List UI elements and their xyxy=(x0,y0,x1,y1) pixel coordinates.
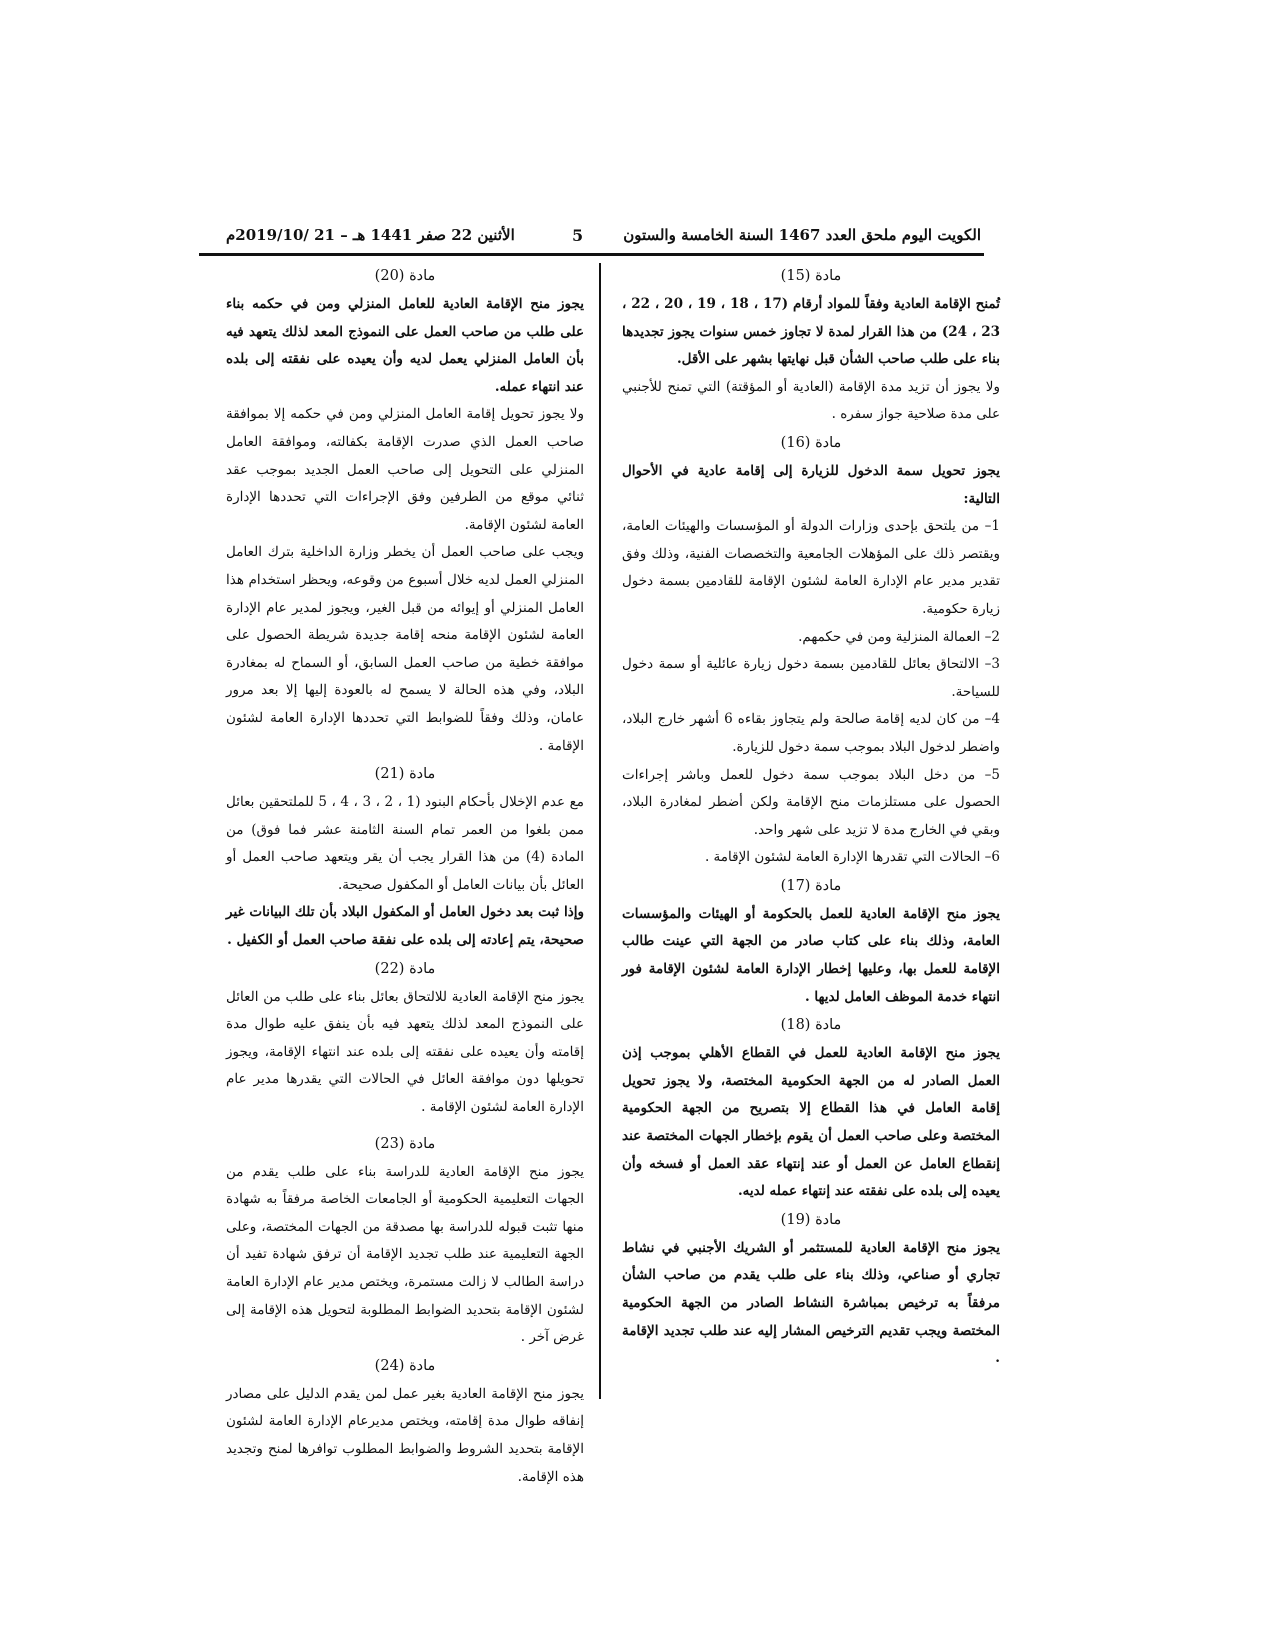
article-16-item-2: 2– العمالة المنزلية ومن في حكمهم. xyxy=(798,628,1000,645)
article-20-paragraph-1: يجوز منح الإقامة العادية للعامل المنزلي ومن في حكمه بناء على طلب من صاحب العمل على النموذج المعد لذلك يتعهد فيه بأن العامل المنزلي يعمل لديه وأن يعيده على نفقته إلى بلده عند انتهاء عمله. xyxy=(226,296,584,395)
header-rule xyxy=(199,253,984,256)
page-header xyxy=(226,226,981,246)
article-18-paragraph-1: يجوز منح الإقامة العادية للعمل في القطاع الأهلي بموجب إذن العمل الصادر له من الجهة الحكومية المختصة، ولا يجوز تحويل إقامة العامل في هذا القطاع إلا بتصريح من الجهة الحكومية المختصة وعلى صاحب العمل أن يقوم بإخطار الجهات المختصة عند إنقطاع العامل عن العمل أو عند إنتهاء عقد العمل أو فسخه وأن يعيده إلى بلده على نفقته عند إنتهاء عمله لديه. xyxy=(622,1045,1000,1200)
article-16-item-6: 6– الحالات التي تقدرها الإدارة العامة لشئون الإقامة . xyxy=(704,849,1000,866)
publication-title: الكويت اليوم ملحق العدد 1467 السنة الخامسة والستون xyxy=(623,226,981,244)
article-21-paragraph-2: وإذا ثبت بعد دخول العامل أو المكفول البلاد بأن تلك البيانات غير صحيحة، يتم إعادته إلى بلده على نفقة صاحب العمل أو الكفيل . xyxy=(226,904,584,949)
article-15-paragraph-2: ولا يجوز أن تزيد مدة الإقامة (العادية أو المؤقتة) التي تمنح للأجنبي على مدة صلاحية جواز سفره . xyxy=(622,378,1000,423)
article-22-paragraph-1: يجوز منح الإقامة العادية للالتحاق بعائل بناء على طلب من العائل على النموذج المعد لذلك يتعهد فيه بأن ينفق عليه طوال مدة إقامته وأن يعيده على نفقته إلى بلده عند انتهاء الإقامة، ويجوز تحويلها دون موافقة العائل في الحالات التي يقدرها مدير عام الإدارة العامة لشئون الإقامة . xyxy=(226,988,584,1116)
article-23-paragraph-1: يجوز منح الإقامة العادية للدراسة بناء على طلب يقدم من الجهات التعليمية الحكومية أو الجامعات الخاصة مرفقاً به شهادة منها تثبت قبوله للدراسة بها مصدقة من الجهات المختصة، وعلى الجهة التعليمية عند طلب تجديد الإقامة أن ترفق شهادة تفيد أن دراسة الطالب لا زالت مستمرة، ويختص مدير عام الإدارة العامة لشئون الإقامة بتحديد الضوابط المطلوبة لتحويل هذه الإقامة إلى غرض آخر . xyxy=(226,1163,584,1346)
article-20-paragraph-3: ويجب على صاحب العمل أن يخطر وزارة الداخلية بترك العامل المنزلي العمل لديه خلال أسبوع من وقوعه، ويحظر استخدام هذا العامل المنزلي أو إيوائه من قبل الغير، ويجوز لمدير عام الإدارة العامة لشئون الإقامة منحه إقامة جديدة شريطة الحصول على موافقة خطية من صاحب العمل السابق، أو السماح له بمغادرة البلاد، وفي هذه الحالة لا يسمح له بالعودة إليها إلا بعد مرور عامان، وذلك وفقاً للضوابط التي تحددها الإدارة العامة لشئون الإقامة . xyxy=(226,544,584,754)
article-16-item-5: 5– من دخل البلاد بموجب سمة دخول للعمل وباشر إجراءات الحصول على مستلزمات منح الإقامة ولكن أضطر لمغادرة البلاد، وبقي في الخارج مدة لا تزيد على شهر واحد. xyxy=(622,766,1000,838)
article-18-title: مادة (18) xyxy=(780,1017,842,1034)
article-20-paragraph-2: ولا يجوز تحويل إقامة العامل المنزلي ومن في حكمه إلا بموافقة صاحب العمل الذي صدرت الإقامة بكفالته، وموافقة العامل المنزلي على التحويل إلى صاحب العمل الجديد بموجب عقد ثنائي موقع من الطرفين وفق الإجراءات التي تحددها الإدارة العامة لشئون الإقامة. xyxy=(226,406,584,533)
column-divider xyxy=(599,263,601,1399)
article-19-title: مادة (19) xyxy=(780,1211,842,1228)
article-16-item-4: 4– من كان لديه إقامة صالحة ولم يتجاوز بقاءه 6 أشهر خارج البلاد، واضطر لدخول البلاد بموجب سمة دخول للزيارة. xyxy=(622,711,1000,755)
right-column xyxy=(622,262,1000,1373)
article-16-title: مادة (16) xyxy=(780,434,842,451)
article-23-title: مادة (23) xyxy=(374,1135,436,1152)
article-17-paragraph-1: يجوز منح الإقامة العادية للعمل بالحكومة أو الهيئات والمؤسسات العامة، وذلك بناء على كتاب صادر من الجهة التي عينت طالب الإقامة للعمل بها، وعليها إخطار الإدارة العامة لشئون الإقامة فور انتهاء خدمة الموظف العامل لديها . xyxy=(622,905,1000,1005)
article-21-paragraph-1: مع عدم الإخلال بأحكام البنود (1 ، 2 ، 3 ، 4 ، 5 للملتحقين بعائل ممن بلغوا من العمر تمام السنة الثامنة عشر فما فوق) من المادة (4) من هذا القرار يجب أن يقر ويتعهد صاحب العمل أو العائل بأن بيانات العامل أو المكفول صحيحة. xyxy=(226,794,584,893)
article-24-title: مادة (24) xyxy=(374,1357,436,1374)
article-15-title: مادة (15) xyxy=(780,268,842,284)
article-22-title: مادة (22) xyxy=(374,960,436,977)
article-19-paragraph-1: يجوز منح الإقامة العادية للمستثمر أو الشريك الأجنبي في نشاط تجاري أو صناعي، وذلك بناء على طلب يقدم من صاحب الشأن مرفقاً به ترخيص بمباشرة النشاط الصادر من الجهة الحكومية المختصة ويجب تقديم الترخيص المشار إليه عند طلب تجديد الإقامة . xyxy=(622,1239,1000,1367)
page-number: 5 xyxy=(572,226,584,245)
article-24-paragraph-1: يجوز منح الإقامة العادية بغير عمل لمن يقدم الدليل على مصادر إنفاقه طوال مدة إقامته، ويختص مديرعام الإدارة العامة لشئون الإقامة بتحديد الشروط والضوابط المطلوب توافرها لمنح وتجديد هذه الإقامة. xyxy=(226,1385,584,1485)
article-16-item-3: 3– الالتحاق بعائل للقادمين بسمة دخول زيارة عائلية أو سمة دخول للسياحة. xyxy=(622,656,1000,700)
article-20-title: مادة (20) xyxy=(374,268,436,284)
article-17-title: مادة (17) xyxy=(780,877,842,894)
article-15-paragraph-1: تُمنح الإقامة العادية وفقاً للمواد أرقام (17 ، 18 ، 19 ، 20 ، 22 ، 23 ، 24) من هذا القرار لمدة لا تجاوز خمس سنوات يجوز تجديدها بناء على طلب صاحب الشأن قبل نهايتها بشهر على الأقل. xyxy=(622,296,1000,368)
left-column xyxy=(226,262,584,1491)
spacer xyxy=(226,1122,584,1130)
article-16-intro: يجوز تحويل سمة الدخول للزيارة إلى إقامة عادية في الأحوال التالية: xyxy=(622,462,1000,507)
article-16-item-1: 1– من يلتحق بإحدى وزارات الدولة أو المؤسسات والهيئات العامة، ويقتصر ذلك على المؤهلات الجامعية والتخصصات الفنية، وذلك وفق تقدير مدير عام الإدارة العامة لشئون الإقامة للقادمين بسمة دخول زيارة حكومية. xyxy=(622,518,1000,617)
article-21-title: مادة (21) xyxy=(374,766,436,783)
issue-date: الأثنين 22 صفر 1441 هـ – 21 /2019/10م xyxy=(226,226,515,244)
